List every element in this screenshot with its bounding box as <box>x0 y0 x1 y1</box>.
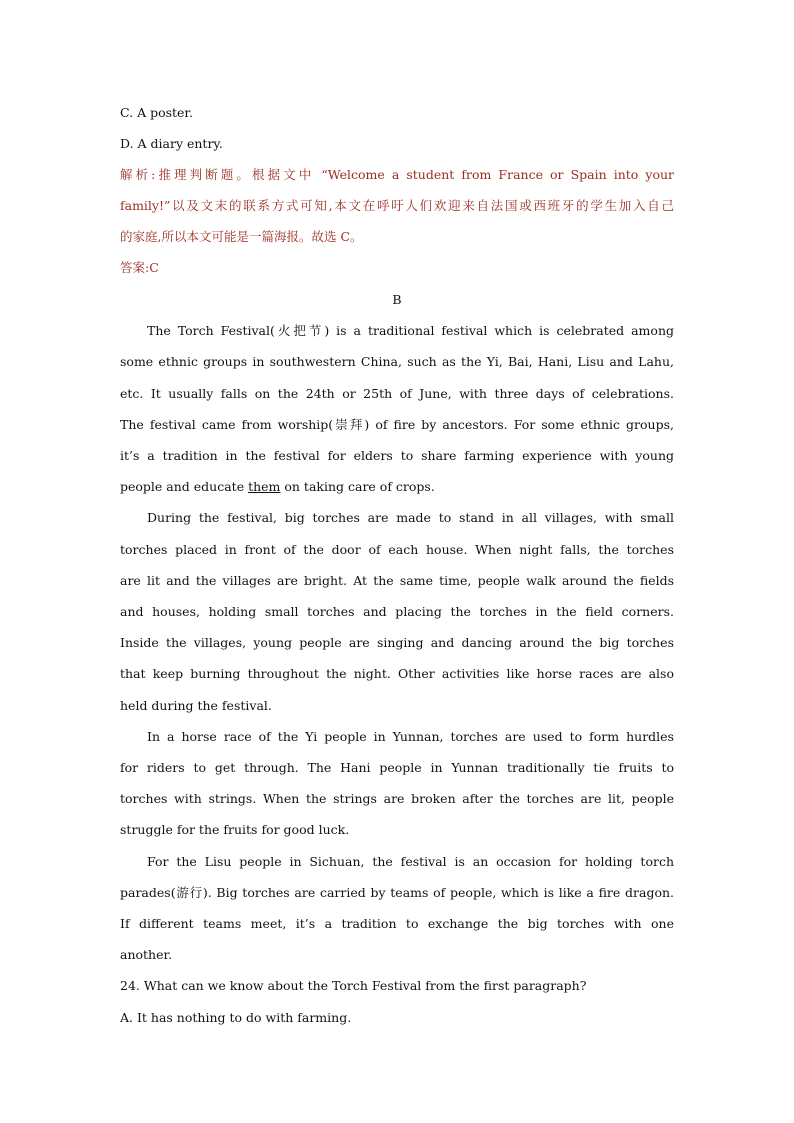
p1-line-5: it’s a tradition in the festival for elders to share farming experience with young <box>120 448 674 463</box>
p3-line-3: torches with strings. When the strings are broken after the torches are lit, people <box>120 791 674 806</box>
p2-line-1: During the festival, big torches are made to stand in all villages, with small <box>147 510 674 525</box>
underlined-word-them: them <box>248 479 281 494</box>
p1-line-6-before: people and educate <box>120 479 249 494</box>
p1-line-3: etc. It usually falls on the 24th or 25th of June, with three days of celebrations. <box>120 386 674 401</box>
p4-line-3: If different teams meet, it’s a tradition to exchange the big torches with one <box>120 916 674 931</box>
p2-line-5: Inside the villages, young people are singing and dancing around the big torches <box>120 635 674 650</box>
option-d: D. A diary entry. <box>120 136 223 151</box>
p1-line-6 <box>120 479 674 495</box>
p2-line-6: that keep burning throughout the night. Other activities like horse races are also <box>120 666 674 681</box>
section-label: B <box>392 292 402 307</box>
option-c: C. A poster. <box>120 105 194 120</box>
analysis-line-2: family!”以及文末的联系方式可知,本文在呼吁人们欢迎来自法国或西班牙的学生加入自己 <box>120 198 674 213</box>
p2-line-2: torches placed in front of the door of each house. When night falls, the torches <box>120 542 674 557</box>
answer-line: 答案:C <box>120 260 159 275</box>
question-option-a: A. It has nothing to do with farming. <box>120 1010 352 1025</box>
p2-line-3: are lit and the villages are bright. At the same time, people walk around the fields <box>120 573 674 588</box>
p3-line-2: for riders to get through. The Hani people in Yunnan traditionally tie fruits to <box>120 760 674 775</box>
analysis-line-3: 的家庭,所以本文可能是一篇海报。故选 C。 <box>120 229 363 244</box>
p4-line-1: For the Lisu people in Sichuan, the festival is an occasion for holding torch <box>147 854 674 869</box>
p4-line-4: another. <box>120 947 173 962</box>
p1-line-4: The festival came from worship(崇拜) of fire by ancestors. For some ethnic groups, <box>120 417 674 432</box>
p2-line-4: and houses, holding small torches and placing the torches in the field corners. <box>120 604 674 619</box>
p3-line-1: In a horse race of the Yi people in Yunnan, torches are used to form hurdles <box>147 729 674 744</box>
p4-line-2: parades(游行). Big torches are carried by teams of people, which is like a fire dragon. <box>120 885 674 900</box>
question-stem: 24. What can we know about the Torch Festival from the first paragraph? <box>120 978 587 993</box>
p3-line-4: struggle for the fruits for good luck. <box>120 822 350 837</box>
p1-line-6-after: on taking care of crops. <box>280 479 435 494</box>
p2-line-7: held during the festival. <box>120 698 272 713</box>
analysis-line-1: 解析:推理判断题。根据文中 “Welcome a student from France or Spain into your <box>120 167 674 182</box>
p1-line-1: The Torch Festival(火把节) is a traditional festival which is celebrated among <box>147 323 674 338</box>
p1-line-2: some ethnic groups in southwestern China, such as the Yi, Bai, Hani, Lisu and Lahu, <box>120 354 674 369</box>
